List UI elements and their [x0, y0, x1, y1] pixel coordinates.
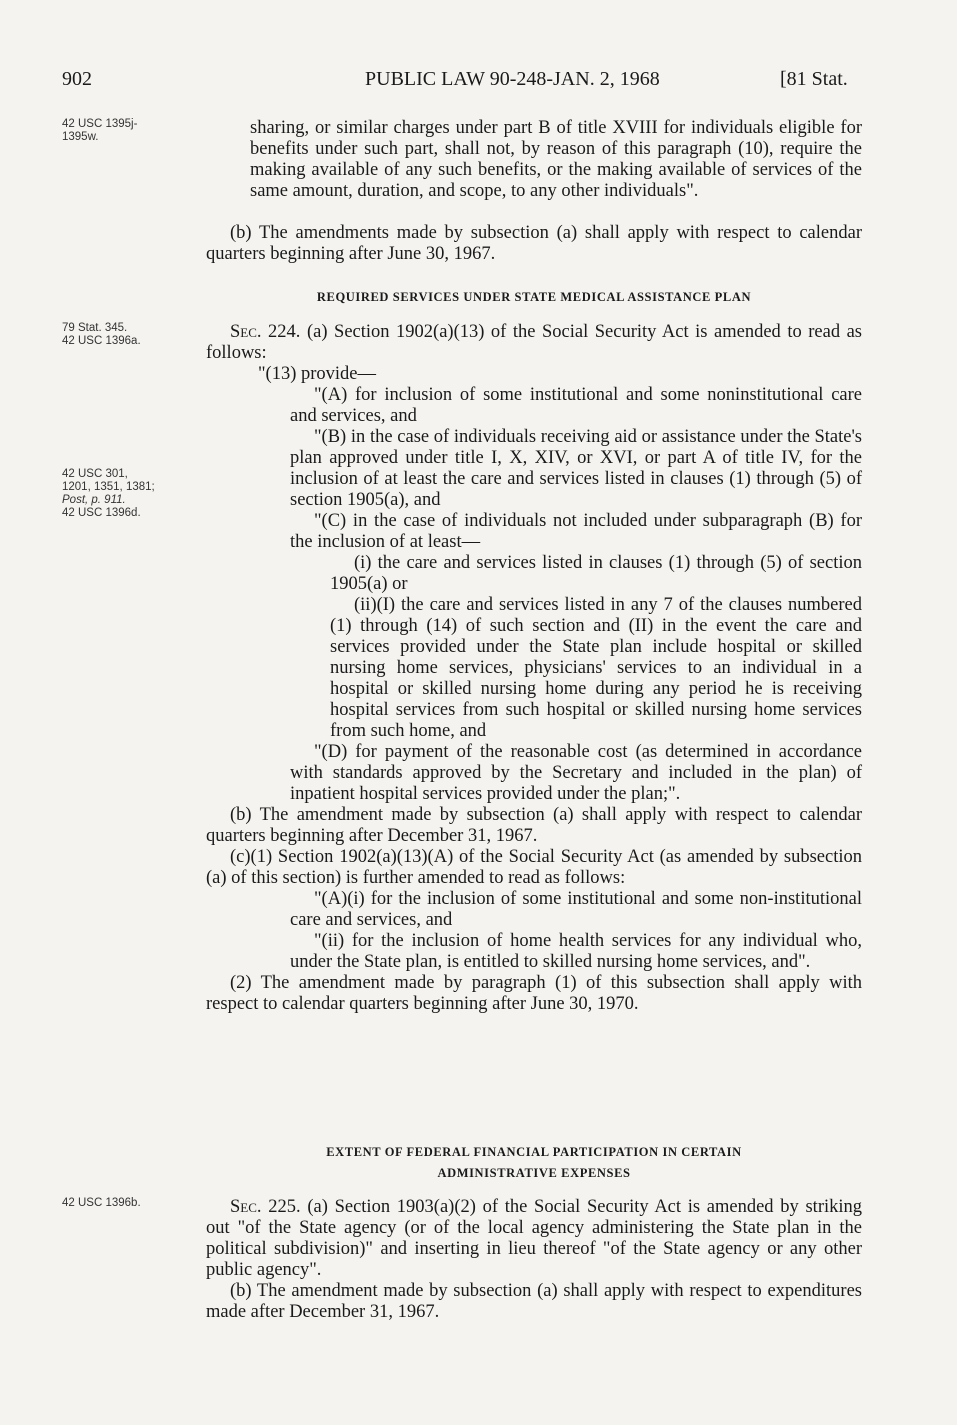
- paragraph: sharing, or similar charges under part B of title XVIII for individuals eligible for benefits under such part, shall not, by reason of this paragraph (10), require the making available of any such benefits, or the making available of services of the same amount, duration, and scope, to any other individuals".: [250, 118, 862, 201]
- paragraph: "(ii) for the inclusion of home health services for any individual who, under the State plan, is entitled to skilled nursing home services, and".: [290, 931, 862, 972]
- paragraph: "(B) in the case of individuals receiving aid or assistance under the State's plan approved under title I, X, XIV, or XVI, or part A of title IV, for the inclusion of at least the care and services listed in clauses (1) through (5) of section 1905(a), and: [290, 427, 862, 510]
- paragraph: "(13) provide—: [258, 364, 377, 384]
- section-text: (a) Section 1902(a)(13) of the Social Security Act is amended to read as follows:: [206, 322, 863, 363]
- margin-note-3: [62, 468, 197, 520]
- paragraph: (b) The amendment made by subsection (a) shall apply with respect to expenditures made after December 31, 1967.: [206, 1281, 862, 1322]
- margin-line: 79 Stat. 345.: [62, 322, 128, 334]
- heading-line: EXTENT OF FEDERAL FINANCIAL PARTICIPATION IN CERTAIN: [326, 1145, 742, 1159]
- section-225: [206, 1197, 862, 1323]
- margin-line: 42 USC 1396a.: [62, 335, 141, 347]
- paragraph: [206, 1197, 862, 1281]
- continuation-block: [250, 118, 862, 202]
- section-224: [206, 322, 862, 1015]
- section-heading: REQUIRED SERVICES UNDER STATE MEDICAL ASSISTANCE PLAN: [316, 290, 752, 304]
- margin-note-1: [62, 118, 197, 144]
- paragraph: (i) the care and services listed in clauses (1) through (5) of section 1905(a) or: [330, 553, 862, 594]
- paragraph: (2) The amendment made by paragraph (1) of this subsection shall apply with respect to calendar quarters beginning after June 30, 1970.: [206, 973, 862, 1014]
- paragraph: (c)(1) Section 1902(a)(13)(A) of the Social Security Act (as amended by subsection (a) of this section) is further amended to read as follows:: [206, 847, 862, 888]
- section-heading: [206, 1142, 862, 1184]
- margin-line: 42 USC 1395j-: [62, 118, 138, 130]
- section-label: Sec. 224.: [230, 322, 301, 342]
- paragraph: "(A) for inclusion of some institutional and some noninstitutional care and services, and: [290, 385, 862, 426]
- margin-line: Post, p. 911.: [62, 494, 126, 506]
- paragraph: (ii)(I) the care and services listed in any 7 of the clauses numbered (1) through (14) of such section and (II) in the event the care and services provided under the State plan include hospital or skilled nursing home services, physicians' services to an individual in a hospital or skilled nursing home during any period he is receiving hospital services from such hospital or skilled nursing home services from such home, and: [330, 595, 862, 741]
- paragraph-block: [206, 223, 862, 265]
- margin-line: 1395w.: [62, 131, 99, 143]
- running-title: PUBLIC LAW 90-248-JAN. 2, 1968: [365, 68, 660, 90]
- paragraph: (b) The amendments made by subsection (a) shall apply with respect to calendar quarters beginning after June 30, 1967.: [206, 223, 862, 264]
- margin-note-2: [62, 322, 197, 348]
- margin-line: 42 USC 301,: [62, 468, 128, 480]
- heading-line: ADMINISTRATIVE EXPENSES: [437, 1166, 631, 1180]
- paragraph: (b) The amendment made by subsection (a) shall apply with respect to calendar quarters beginning after December 31, 1967.: [206, 805, 862, 846]
- section-text: (a) Section 1903(a)(2) of the Social Security Act is amended by striking out "of the State agency (or of the local agency administering the State plan in the political subdivision)" and inserting in lieu thereof "of the State agency or any other public agency".: [206, 1197, 863, 1280]
- section-label: Sec. 225.: [230, 1197, 301, 1217]
- page-number: 902: [62, 68, 92, 90]
- paragraph: "(C) in the case of individuals not included under subparagraph (B) for the inclusion of at least—: [290, 511, 862, 552]
- paragraph: "(D) for payment of the reasonable cost (as determined in accordance with standards approved by the Secretary and included in the plan) of inpatient hospital services provided under the plan;".: [290, 742, 862, 804]
- margin-line: 42 USC 1396d.: [62, 507, 141, 519]
- paragraph: [206, 322, 862, 364]
- margin-note-4: [62, 1197, 197, 1210]
- volume-citation: [81 Stat.: [780, 68, 848, 90]
- margin-line: 42 USC 1396b.: [62, 1197, 141, 1209]
- margin-line: 1201, 1351, 1381;: [62, 481, 155, 493]
- paragraph: "(A)(i) for the inclusion of some institutional and some non-institutional care and services, and: [290, 889, 862, 930]
